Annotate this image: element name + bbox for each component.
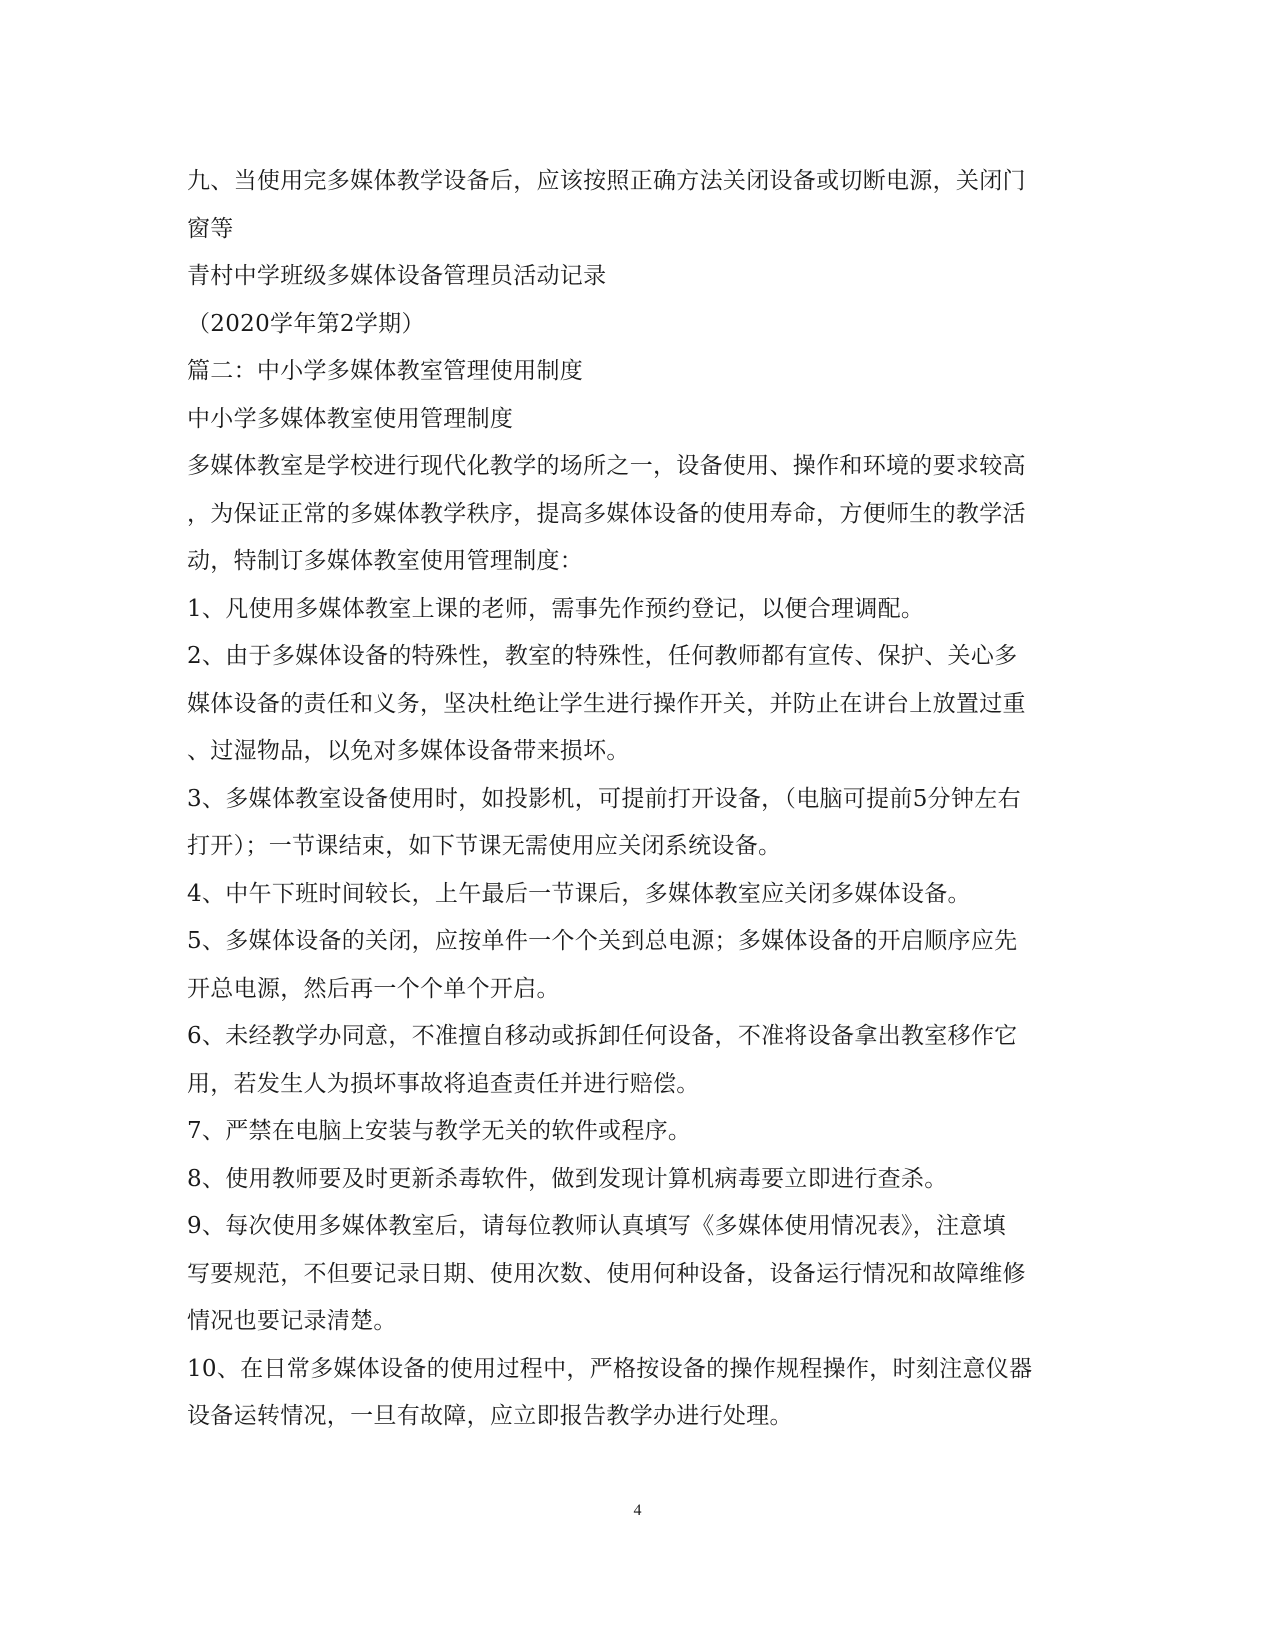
section-heading: 篇二：中小学多媒体教室管理使用制度: [187, 358, 584, 384]
rule-item: 3、多媒体教室设备使用时，如投影机，可提前打开设备，（电脑可提前5分钟左右: [187, 785, 1021, 812]
rule-item: 6、未经教学办同意，不准擅自移动或拆卸任何设备，不准将设备拿出教室移作它: [187, 1023, 1018, 1049]
rule-item: 4、中午下班时间较长，上午最后一节课后，多媒体教室应关闭多媒体设备。: [187, 880, 971, 907]
document-body: [187, 158, 1087, 1441]
rule-item: 10、在日常多媒体设备的使用过程中，严格按设备的操作规程操作，时刻注意仪器: [187, 1355, 1033, 1382]
text-line: 动，特制订多媒体教室使用管理制度：: [187, 548, 584, 574]
rule-item: 8、使用教师要及时更新杀毒软件，做到发现计算机病毒要立即进行查杀。: [187, 1165, 948, 1192]
rule-item: 2、由于多媒体设备的特殊性，教室的特殊性，任何教师都有宣传、保护、关心多: [187, 643, 1018, 669]
record-title: 青村中学班级多媒体设备管理员活动记录: [187, 263, 607, 289]
text-line: 写要规范，不但要记录日期、使用次数、使用何种设备，设备运行情况和故障维修: [187, 1260, 1026, 1287]
text-line: 九、当使用完多媒体教学设备后，应该按照正确方法关闭设备或切断电源，关闭门: [187, 168, 1026, 194]
rule-item: 5、多媒体设备的关闭，应按单件一个个关到总电源；多媒体设备的开启顺序应先: [187, 928, 1018, 954]
text-line: 用，若发生人为损坏事故将追查责任并进行赔偿。: [187, 1070, 700, 1097]
text-line: 开总电源，然后再一个个单个开启。: [187, 975, 560, 1002]
text-line: 窗等: [187, 215, 234, 242]
semester-label: （2020学年第2学期）: [187, 310, 425, 337]
text-line: 设备运转情况，一旦有故障，应立即报告教学办进行处理。: [187, 1403, 793, 1429]
text-line: 多媒体教室是学校进行现代化教学的场所之一，设备使用、操作和环境的要求较高: [187, 453, 1026, 479]
rule-item: 1、凡使用多媒体教室上课的老师，需事先作预约登记，以便合理调配。: [187, 595, 925, 622]
rule-item: 9、每次使用多媒体教室后，请每位教师认真填写《多媒体使用情况表》，注意填: [187, 1213, 1006, 1239]
text-line: 情况也要记录清楚。: [187, 1308, 397, 1334]
text-line: ，为保证正常的多媒体教学秩序，提高多媒体设备的使用寿命，方便师生的教学活: [187, 500, 1026, 527]
document-title: 中小学多媒体教室使用管理制度: [187, 405, 514, 432]
text-line: 媒体设备的责任和义务，坚决杜绝让学生进行操作开关，并防止在讲台上放置过重: [187, 690, 1026, 717]
page-number: 4: [633, 1502, 642, 1519]
text-line: 、过湿物品，以免对多媒体设备带来损坏。: [187, 738, 630, 764]
text-line: 打开）；一节课结束，如下节课无需使用应关闭系统设备。: [187, 833, 782, 859]
rule-item: 7、严禁在电脑上安装与教学无关的软件或程序。: [187, 1118, 692, 1144]
